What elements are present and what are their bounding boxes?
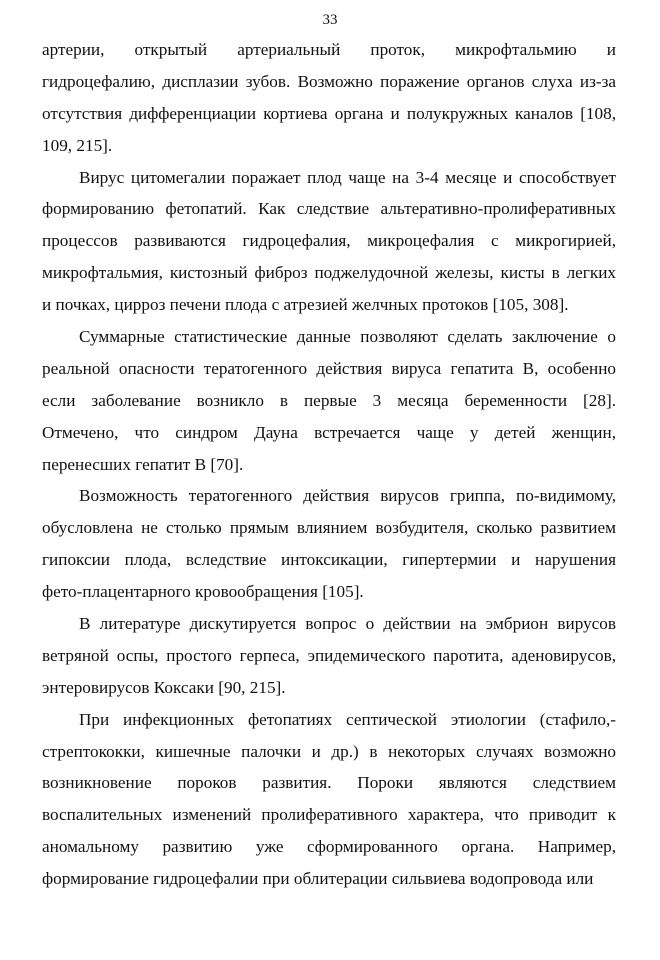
text-line: воспалительных изменений пролиферативного характера, что приводит к	[42, 805, 616, 825]
text-line: стрептококки, кишечные палочки и др.) в некоторых случаях возможно	[42, 741, 616, 761]
paragraph	[42, 608, 616, 704]
text-line: гидроцефалию, дисплазии зубов. Возможно поражение органов слуха из-за	[42, 71, 616, 91]
text-line: В литературе дискутируется вопрос о действии на эмбрион вирусов	[79, 614, 616, 634]
text-line: аномальному развитию уже сформированного органа. Например,	[42, 837, 616, 857]
body-text	[42, 34, 616, 895]
text-line: артерии, открытый артериальный проток, микрофтальмию и	[42, 40, 616, 59]
text-line: перенесших гепатит В [70].	[42, 454, 244, 474]
text-line: формирование гидроцефалии при облитерации сильвиева водопровода или	[42, 869, 594, 889]
text-line: Вирус цитомегалии поражает плод чаще на 3-4 месяце и способствует	[79, 167, 616, 187]
paragraph	[42, 704, 616, 895]
text-line: обусловлена не столько прямым влиянием возбудителя, сколько развитием	[42, 518, 616, 538]
text-line: Отмечено, что синдром Дауна встречается чаще у детей женщин,	[42, 422, 616, 442]
text-line: гипоксии плода, вследствие интоксикации, гипертермии и нарушения	[42, 550, 616, 570]
text-line: 109, 215].	[42, 135, 113, 155]
text-line: Суммарные статистические данные позволяют сделать заключение о	[79, 327, 616, 347]
text-line: процессов развиваются гидроцефалия, микроцефалия с микрогирией,	[42, 231, 616, 251]
paragraph	[42, 162, 616, 321]
text-line: возникновение пороков развития. Пороки являются следствием	[42, 773, 616, 793]
text-line: фето-плацентарного кровообращения [105].	[42, 582, 364, 602]
text-line: реальной опасности тератогенного действия вируса гепатита В, особенно	[42, 358, 616, 378]
text-line: если заболевание возникло в первые 3 месяца беременности [28].	[42, 390, 616, 410]
paragraph	[42, 321, 616, 480]
text-line: отсутствия дифференциации кортиева органа и полукружных каналов [108,	[42, 103, 616, 123]
text-line: Возможность тератогенного действия вирусов гриппа, по-видимому,	[79, 486, 616, 506]
text-line: При инфекционных фетопатиях септической этиологии (стафило,-	[79, 709, 616, 729]
text-line: энтеровирусов Коксаки [90, 215].	[42, 677, 286, 697]
paragraph	[42, 34, 616, 162]
text-line: формированию фетопатий. Как следствие альтеративно-пролиферативных	[42, 199, 616, 219]
text-line: ветряной оспы, простого герпеса, эпидемического паротита, аденовирусов,	[42, 645, 616, 665]
text-line: и почках, цирроз печени плода с атрезией желчных протоков [105, 308].	[42, 295, 569, 315]
page-number: 33	[322, 12, 338, 28]
text-line: микрофтальмия, кистозный фиброз поджелудочной железы, кисты в легких	[42, 263, 616, 283]
paragraph	[42, 480, 616, 608]
